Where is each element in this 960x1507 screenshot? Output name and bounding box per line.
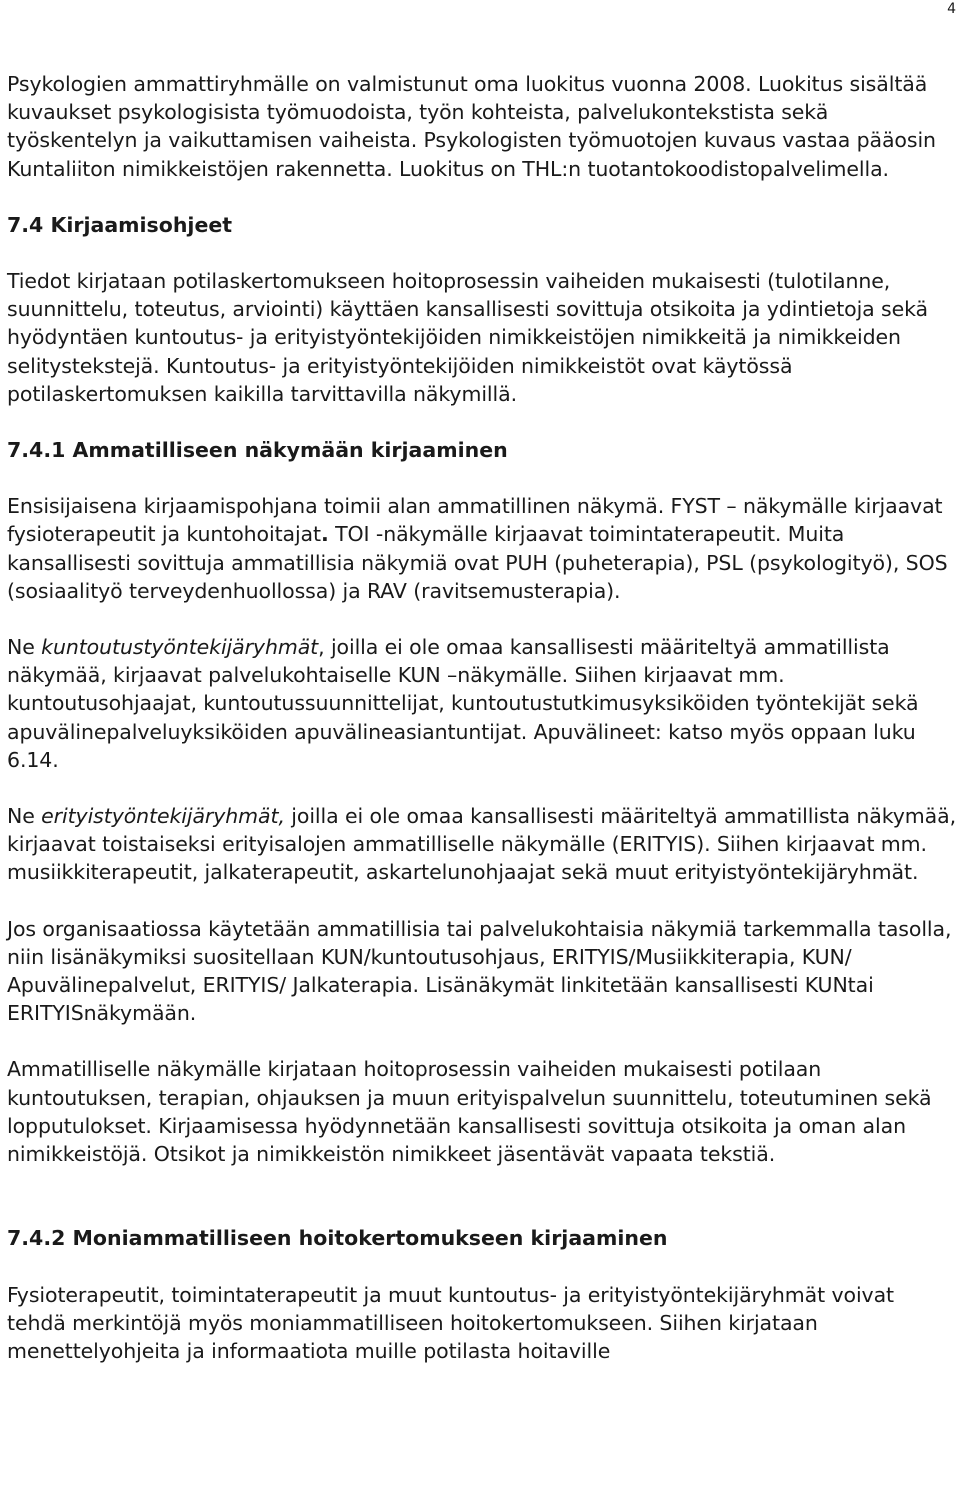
paragraph-text: TOI -näkymälle kirjaavat toimintaterapeutit. Muita kansallisesti sovittuja ammatillisia näkymiä ovat PUH (puheterapia), PSL (psykologityö), SOS (sosiaalityö terveydenhuollossa) ja RAV (ravitsemusterapia). xyxy=(7,522,948,603)
paragraph-text: Ne xyxy=(7,635,42,660)
moniammatillinen-paragraph: Fysioterapeutit, toimintaterapeutit ja muut kuntoutus- ja erityistyöntekijäryhmät voivat tehdä merkintöjä myös moniammatilliseen hoitokertomukseen. Siihen kirjataan menettelyohjeita ja informaatiota muille potilasta hoitaville xyxy=(7,1282,894,1363)
page-number: 4 xyxy=(947,1,956,17)
erityistyontekijat-paragraph xyxy=(7,802,957,887)
emphasized-term: kuntoutustyöntekijäryhmät xyxy=(41,635,319,660)
section-heading-7-4-1: 7.4.1 Ammatilliseen näkymään kirjaaminen xyxy=(7,438,508,463)
intro-paragraph: Psykologien ammattiryhmälle on valmistunut oma luokitus vuonna 2008. Luokitus sisältää kuvaukset psykologisista työmuodoista, työn kohteista, palvelukontekstista sekä työskentelyn ja vaikuttamisen vaiheista. Psykologisten työmuotojen kuvaus vastaa pääosin Kuntaliiton nimikkeistöjen rakennetta. Luokitus on THL:n tuotantokoodistopalvelimella. xyxy=(7,72,936,181)
lisanakymat-paragraph: Jos organisaatiossa käytetään ammatillisia tai palvelukohtaisia näkymiä tarkemmalla tasolla, niin lisänäkymiksi suositellaan KUN/kuntoutusohjaus, ERITYIS/Musiikkiterapia, KUN/ Apuvälinepalvelut, ERITYIS/ Jalkaterapia. Lisänäkymät linkitetään kansallisesti KUNtai ERITYISnäkymään. xyxy=(7,916,952,1026)
section-heading-7-4: 7.4 Kirjaamisohjeet xyxy=(7,212,233,237)
paragraph-text: , joilla ei ole omaa kansallisesti määriteltyä ammatillista näkymää, kirjaavat palvelukohtaiselle KUN –näkymälle. Siihen kirjaavat mm. kuntoutusohjaajat, kuntoutussuunnittelijat, kuntoutustutkimusyksiköiden työntekijät sekä apuvälinepalveluyksiköiden apuvälineasiantuntijat. Apuvälineet: katso myös oppaan luku 6.14. xyxy=(7,635,919,772)
document-body xyxy=(7,70,957,1365)
kuntoutustyontekijat-paragraph xyxy=(7,633,957,774)
paragraph-text: Ne xyxy=(7,804,42,829)
ammatillinen-kirjaus-paragraph: Ammatilliselle näkymälle kirjataan hoitoprosessin vaiheiden mukaisesti potilaan kuntoutuksen, terapian, ohjauksen ja muun erityispalvelun suunnittelu, toteutuminen sekä lopputulokset. Kirjaamisessa hyödynnetään kansallisesti sovittuja otsikoita ja oman alan nimikkeistöjä. Otsikot ja nimikkeistön nimikkeet jäsentävät vapaata tekstiä. xyxy=(7,1057,932,1167)
kirjaamisohjeet-paragraph: Tiedot kirjataan potilaskertomukseen hoitoprosessin vaiheiden mukaisesti (tulotilanne, suunnittelu, toteutus, arviointi) käyttäen kansallisesti sovittuja otsikoita ja ydintietoja sekä hyödyntäen kuntoutus- ja erityistyöntekijöiden nimikkeistöjen nimikkeitä ja nimikkeiden selitystekstejä. Kuntoutus- ja erityistyöntekijöiden nimikkeistöt ovat käytössä potilaskertomuksen kaikilla tarvittavilla näkymillä. xyxy=(7,269,929,406)
bold-period: . xyxy=(320,522,329,547)
paragraph-text: Ensisijaisena kirjaamispohjana toimii alan ammatillinen näkymä. FYST – näkymälle kirjaavat fysioterapeutit ja kuntohoitajat xyxy=(7,494,943,547)
section-heading-7-4-2: 7.4.2 Moniammatilliseen hoitokertomukseen kirjaaminen xyxy=(7,1226,668,1251)
emphasized-term: erityistyöntekijäryhmät, xyxy=(41,804,285,829)
ammatillinen-nakyma-paragraph xyxy=(7,492,957,605)
paragraph-text: joilla ei ole omaa kansallisesti määriteltyä ammatillista näkymää, kirjaavat toistaiseksi erityisalojen ammatilliselle näkymälle (ERITYIS). Siihen kirjaavat mm. musiikkiterapeutit, jalkaterapeutit, askartelunohjaajat sekä muut erityistyöntekijäryhmät. xyxy=(7,804,956,885)
